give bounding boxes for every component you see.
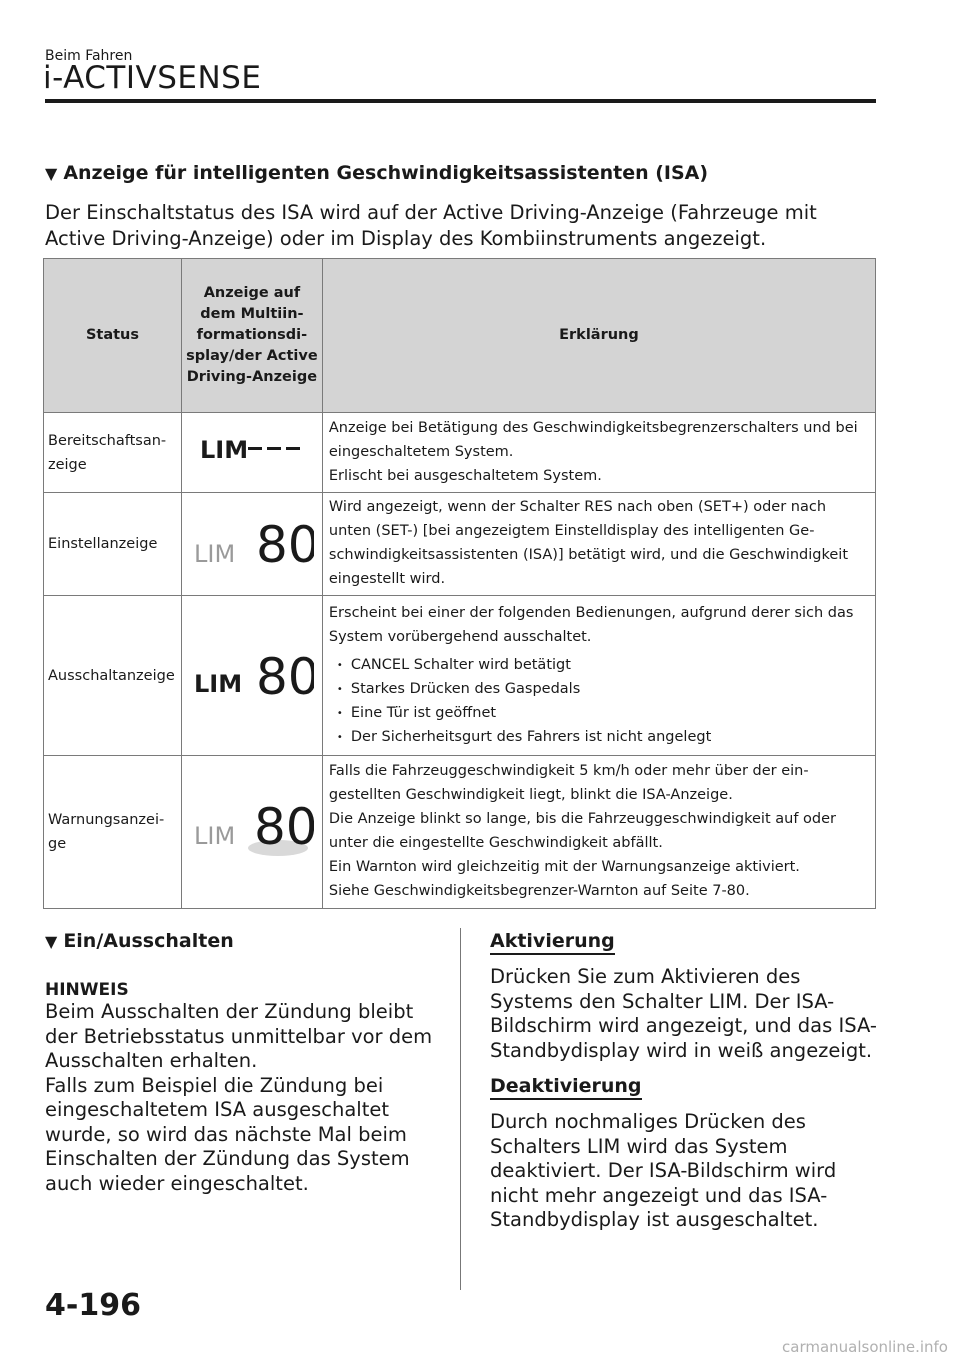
dash-mark — [248, 447, 262, 450]
bullet-list — [329, 653, 869, 749]
list-item: • Eine Tür ist geöffnet — [337, 701, 869, 725]
lim-label: LIM — [193, 540, 236, 568]
section-heading-text: Anzeige für intelligenten Geschwindigkeitsassistenten (ISA) — [63, 162, 709, 184]
list-item: • CANCEL Schalter wird betätigt — [337, 653, 869, 677]
row-status: Warnungsanzeige — [44, 756, 182, 909]
lim-label: LIM — [193, 822, 236, 850]
explanation-line: Falls die Fahrzeuggeschwindigkeit 5 km/h oder mehr über der eingestellten Geschwindigkeit liegt, blinkt die ISA-Anzeige. — [328, 763, 809, 803]
lim-setting-icon — [181, 493, 322, 596]
table-row — [44, 413, 876, 493]
chapter-title: i-ACTIVSENSE — [43, 60, 262, 96]
lim-off-graphic — [190, 642, 314, 702]
header-display: Anzeige auf dem Multiinformationsdisplay/der Active Driving-Anzeige — [181, 259, 322, 413]
onoff-heading — [45, 930, 440, 952]
lim-standby-graphic — [192, 429, 312, 469]
header-explanation: Erklärung — [322, 259, 875, 413]
lim-off-icon — [181, 596, 322, 756]
row-explanation — [322, 493, 875, 596]
row-explanation — [322, 756, 875, 909]
explanation-line: Ein Warnton wird gleichzeitig mit der Warnungsanzeige aktiviert. — [328, 859, 800, 875]
row-status: Ausschaltanzeige — [44, 596, 182, 756]
left-column — [45, 930, 440, 1196]
row-explanation — [322, 596, 875, 756]
note-text: Beim Ausschalten der Zündung bleibt der Betriebsstatus unmittelbar vor dem Ausschalten erhalten. — [45, 1000, 433, 1072]
lim-label: LIM — [193, 669, 243, 698]
explanation-line: Siehe Geschwindigkeitsbegrenzer-Warnton auf Seite 7-80. — [328, 883, 750, 899]
watermark: carmanualsonline.info — [782, 1338, 948, 1356]
deactivation-text: Durch nochmaliges Drücken des Schalters LIM wird das System deaktiviert. Der ISA-Bildschirm wird nicht mehr angezeigt und das ISA-Standbydisplay ist ausgeschaltet. — [490, 1110, 837, 1231]
triangle-down-icon: ▼ — [45, 164, 58, 183]
dash-mark — [286, 447, 300, 450]
section-heading — [45, 162, 708, 184]
explanation-line: Die Anzeige blinkt so lange, bis die Fahrzeuggeschwindigkeit auf oder unter die eingestellte Geschwindigkeit abfällt. — [328, 811, 837, 851]
lim-label: LIM — [199, 435, 249, 464]
explanation-line: Wird angezeigt, wenn der Schalter RES nach oben (SET+) oder nach unten (SET-) [bei angezeigtem Einstelldisplay des intelligenten Geschwindigkeitsassistenten (ISA)] betätigt wird, und die Geschwindigkeit eingestellt wird. — [328, 499, 849, 587]
list-item: • Starkes Drücken des Gaspedals — [337, 677, 869, 701]
onoff-heading-text: Ein/Ausschalten — [63, 930, 234, 952]
isa-display-table — [43, 258, 876, 909]
row-status: Einstellanzeige — [44, 493, 182, 596]
header-rule — [45, 99, 876, 103]
table-header-row — [44, 259, 876, 413]
page-number: 4-196 — [45, 1288, 141, 1323]
explanation-line: Erscheint bei einer der folgenden Bedienungen, aufgrund derer sich das System vorübergehend ausschaltet. — [328, 604, 854, 645]
table-row — [44, 596, 876, 756]
activation-heading: Aktivierung — [490, 930, 615, 955]
lim-warning-icon — [181, 756, 322, 909]
table-row — [44, 493, 876, 596]
triangle-down-icon: ▼ — [45, 932, 58, 951]
dash-mark — [267, 447, 281, 450]
right-column — [490, 930, 880, 1233]
table-row — [44, 756, 876, 909]
column-divider — [460, 928, 461, 1290]
note-text-2: Falls zum Beispiel die Zündung bei eingeschaltetem ISA ausgeschaltet wurde, so wird das nächste Mal beim Einschalten der Zündung das System auch wieder eingeschaltet. — [45, 1073, 410, 1195]
lim-warning-graphic — [190, 796, 314, 860]
section-intro: Der Einschaltstatus des ISA wird auf der Active Driving-Anzeige (Fahrzeuge mit Active Driving-Anzeige) oder im Display des Kombiinstruments angezeigt. — [45, 201, 817, 250]
lim-setting-graphic — [190, 510, 314, 570]
explanation-line: Erlischt bei ausgeschaltetem System. — [328, 467, 602, 484]
lim-standby-icon — [181, 413, 322, 493]
row-status: Bereitschaftsanzeige — [44, 413, 182, 493]
activation-text: Drücken Sie zum Aktivieren des Systems den Schalter LIM. Der ISA-Bildschirm wird angezeigt, und das ISA-Standbydisplay wird in weiß angezeigt. — [490, 965, 877, 1062]
list-item: • Der Sicherheitsgurt des Fahrers ist nicht angelegt — [337, 725, 869, 749]
header-status: Status — [44, 259, 182, 413]
speed-value: 80 — [255, 516, 314, 570]
row-explanation — [322, 413, 875, 493]
explanation-line: Anzeige bei Betätigung des Geschwindigkeitsbegrenzerschalters und bei eingeschaltetem System. — [328, 419, 858, 460]
section-label: Beim Fahren — [45, 48, 133, 64]
speed-value: 80 — [255, 647, 314, 702]
deactivation-heading: Deaktivierung — [490, 1075, 642, 1100]
speed-value: 80 — [253, 798, 314, 856]
note-label: HINWEIS — [45, 980, 129, 1000]
